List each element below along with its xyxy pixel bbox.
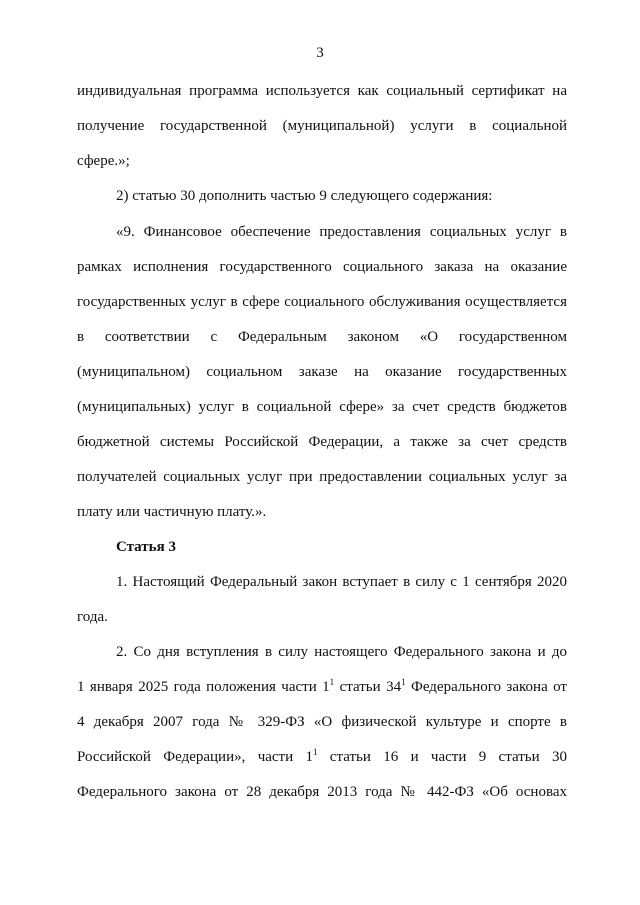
superscript: 1 (329, 677, 335, 687)
text-line: (муниципальных) услуг в социальной сфере» за счет средств бюджетов (77, 399, 567, 415)
text-fragment: статьи 16 и части 9 статьи 30 (317, 749, 567, 765)
superscript: 1 (401, 677, 406, 687)
text-line: сфере.»; (77, 153, 130, 169)
text-line (77, 678, 567, 696)
text-fragment: статьи 34 (334, 679, 402, 695)
text-line: получение государственной (муниципальной) услуги в социальной (77, 118, 567, 134)
text-line: 2) статью 30 дополнить частью 9 следующего содержания: (116, 188, 493, 204)
text-fragment: Российской Федерации», части 1 (77, 749, 313, 765)
text-line: 2. Со дня вступления в силу настоящего Федерального закона и до (116, 644, 567, 660)
page-number: 3 (316, 45, 324, 61)
text-line: в соответствии с Федеральным законом «О государственном (77, 329, 567, 345)
text-line: индивидуальная программа используется как социальный сертификат на (77, 83, 567, 99)
text-fragment: Федерального закона от (405, 679, 567, 695)
article-heading: Статья 3 (116, 539, 176, 555)
text-line: «9. Финансовое обеспечение предоставления социальных услуг в (116, 224, 567, 240)
text-line: 4 декабря 2007 года № 329-ФЗ «О физической культуре и спорте в (77, 714, 567, 730)
text-line: получателей социальных услуг при предоставлении социальных услуг за (77, 469, 567, 485)
text-line: государственных услуг в сфере социального обслуживания осуществляется (77, 294, 567, 310)
text-line: (муниципальном) социальном заказе на оказание государственных (77, 364, 567, 380)
text-line: бюджетной системы Российской Федерации, а также за счет средств (77, 434, 567, 450)
text-line: 1. Настоящий Федеральный закон вступает в силу с 1 сентября 2020 (116, 574, 567, 590)
text-fragment: 1 января 2025 года положения части 1 (77, 679, 330, 695)
text-line: рамках исполнения государственного социального заказа на оказание (77, 259, 567, 275)
text-line: плату или частичную плату.». (77, 504, 267, 520)
text-line: года. (77, 609, 108, 625)
superscript: 1 (312, 747, 318, 757)
text-line: Федерального закона от 28 декабря 2013 года № 442-ФЗ «Об основах (77, 784, 567, 800)
text-line (77, 748, 567, 766)
